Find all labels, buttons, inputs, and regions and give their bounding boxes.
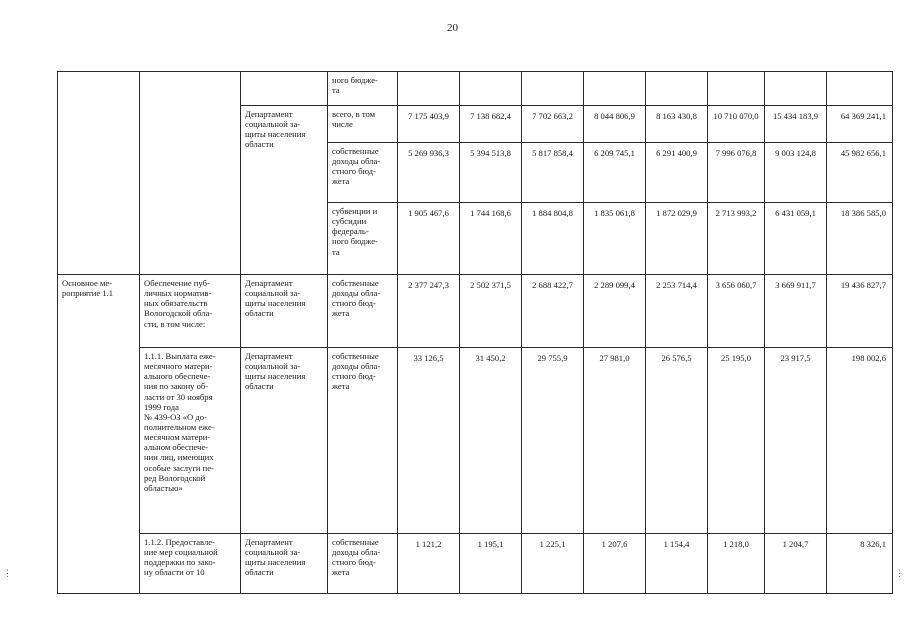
value-cell [398,72,460,106]
value-cell: 2 713 993,2 [708,203,765,275]
value-cell: 8 044 806,9 [584,106,646,143]
scan-mark-left: ⋮ [3,568,12,578]
page-number: 20 [447,22,458,34]
value-cell: 27 981,0 [584,348,646,534]
value-cell: 9 003 124,8 [765,143,827,203]
value-cell [522,72,584,106]
program-name-cell: Обеспечение пуб- личных норматив- ных обязательств Вологодской обла- сти, в том числе: [140,275,241,348]
executor-cell: Департамент социальной за- щиты населения области [241,106,328,275]
executor-cell: Департамент социальной за- щиты населения области [241,275,328,348]
executor-cell [241,72,328,106]
value-cell: 1 218,0 [708,534,765,594]
value-cell: 7 138 682,4 [460,106,522,143]
value-cell: 5 269 936,3 [398,143,460,203]
value-cell: 1 905 467,6 [398,203,460,275]
total-cell: 45 982 656,1 [827,143,893,203]
value-cell: 31 450,2 [460,348,522,534]
value-cell: 3 656 060,7 [708,275,765,348]
source-cell: собственные доходы обла- стного бюд- жета [328,348,398,534]
value-cell: 1 884 804,8 [522,203,584,275]
value-cell: 23 917,5 [765,348,827,534]
value-cell: 2 688 422,7 [522,275,584,348]
value-cell: 7 702 663,2 [522,106,584,143]
source-cell: ного бюдже- та [328,72,398,106]
value-cell: 6 431 059,1 [765,203,827,275]
value-cell: 1 154,4 [646,534,708,594]
status-cell [58,72,140,275]
value-cell [765,72,827,106]
source-cell: собственные доходы обла- стного бюд- жета [328,143,398,203]
executor-cell: Департамент социальной за- щиты населения области [241,348,328,534]
value-cell [584,72,646,106]
program-name-cell: 1.1.2. Предоставле- ние мер социальной поддержки по зако- ну области от 10 [140,534,241,594]
status-cell: Основное ме- роприятие 1.1 [58,275,140,594]
source-cell: субвенции и субсидии федераль- ного бюдже- та [328,203,398,275]
value-cell: 1 225,1 [522,534,584,594]
value-cell: 6 209 745,1 [584,143,646,203]
value-cell: 5 394 513,8 [460,143,522,203]
value-cell: 15 434 183,9 [765,106,827,143]
table-row [58,348,893,534]
value-cell: 2 289 099,4 [584,275,646,348]
total-cell: 18 386 585,0 [827,203,893,275]
value-cell: 2 377 247,3 [398,275,460,348]
program-name-cell [140,72,241,275]
value-cell: 3 669 911,7 [765,275,827,348]
value-cell: 6 291 400,9 [646,143,708,203]
value-cell: 1 121,2 [398,534,460,594]
value-cell: 2 253 714,4 [646,275,708,348]
value-cell [646,72,708,106]
total-cell: 8 326,1 [827,534,893,594]
total-cell: 64 369 241,1 [827,106,893,143]
value-cell: 1 744 168,6 [460,203,522,275]
source-cell: собственные доходы обла- стного бюд- жета [328,275,398,348]
value-cell: 1 835 061,8 [584,203,646,275]
value-cell: 2 502 371,5 [460,275,522,348]
total-cell [827,72,893,106]
value-cell: 1 872 029,9 [646,203,708,275]
value-cell: 29 755,9 [522,348,584,534]
total-cell: 198 002,6 [827,348,893,534]
value-cell: 1 207,6 [584,534,646,594]
value-cell: 7 996 076,8 [708,143,765,203]
table-row [58,534,893,594]
scan-mark-right: ⋮ [895,568,904,578]
budget-table [57,71,893,594]
program-name-cell: 1.1.1. Выплата еже- месячного матери- ального обеспече- ния по закону об- ласти от 30 ноября 1999 года № 439-ОЗ «О до- полнительном еже- месячном матери- альном обеспече- нии лиц, имеющих особые заслуги пе- ред Вологодской областью» [140,348,241,534]
table-row [58,72,893,106]
table-row [58,275,893,348]
value-cell: 26 576,5 [646,348,708,534]
value-cell: 1 195,1 [460,534,522,594]
source-cell: всего, в том числе [328,106,398,143]
source-cell: собственные доходы обла- стного бюд- жета [328,534,398,594]
value-cell: 10 710 070,0 [708,106,765,143]
value-cell: 8 163 430,8 [646,106,708,143]
value-cell: 7 175 403,9 [398,106,460,143]
total-cell: 19 436 827,7 [827,275,893,348]
value-cell [708,72,765,106]
value-cell: 5 817 858,4 [522,143,584,203]
executor-cell: Департамент социальной за- щиты населения области [241,534,328,594]
value-cell: 1 204,7 [765,534,827,594]
value-cell: 33 126,5 [398,348,460,534]
value-cell: 25 195,0 [708,348,765,534]
value-cell [460,72,522,106]
